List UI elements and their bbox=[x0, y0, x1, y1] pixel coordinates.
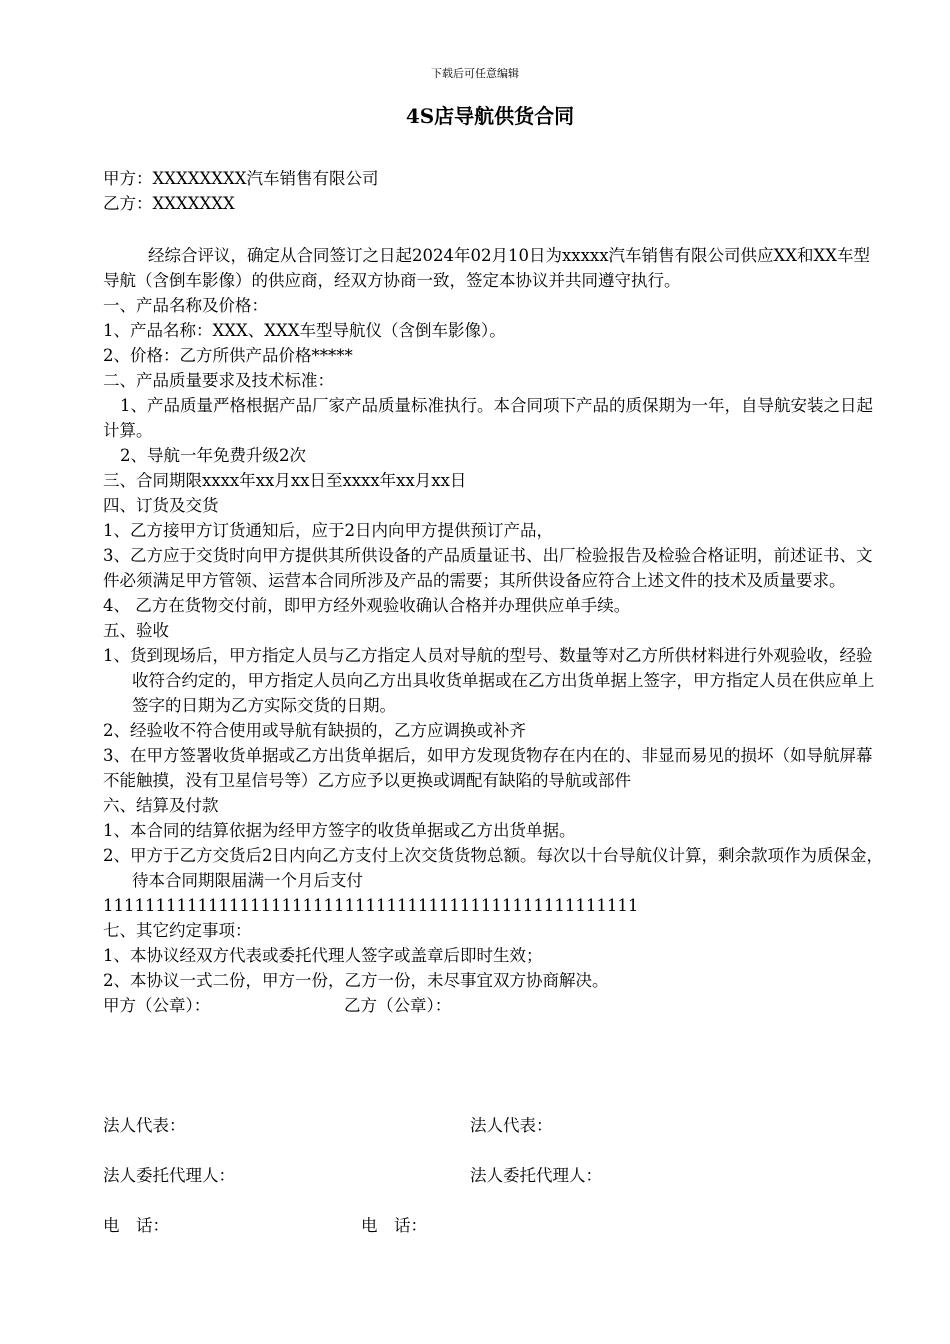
legal-rep-a-label: 法人代表： bbox=[103, 1116, 186, 1135]
section-4-item: 3、乙方应于交货时向甲方提供其所供设备的产品质量证书、出厂检验报告及检验合格证明，前述证书、文件必须满足甲方管领、运营本合同所涉及产品的需要；其所供设备应符合上述文件的技术及质量要求。 bbox=[103, 546, 873, 590]
section-2-heading: 二、产品质量要求及技术标准： bbox=[103, 371, 334, 390]
phone-b-label: 电 话： bbox=[361, 1216, 427, 1235]
section-7-heading: 七、其它约定事项： bbox=[103, 921, 252, 940]
agent-b-label: 法人委托代理人： bbox=[470, 1166, 602, 1185]
section-1-item: 2、价格：乙方所供产品价格***** bbox=[103, 346, 353, 365]
section-5-heading: 五、验收 bbox=[103, 621, 169, 640]
section-6-heading: 六、结算及付款 bbox=[103, 796, 219, 815]
section-1-heading: 一、产品名称及价格： bbox=[103, 296, 268, 315]
agent-row bbox=[103, 1163, 602, 1188]
section-4-item: 1、乙方接甲方订货通知后，应于2日内向甲方提供预订产品， bbox=[103, 521, 553, 540]
section-3-heading: 三、合同期限xxxx年xx月xx日至xxxx年xx月xx日 bbox=[103, 471, 467, 490]
section-4-heading: 四、订货及交货 bbox=[103, 496, 219, 515]
contract-body bbox=[103, 166, 883, 1018]
section-5-item: 2、经验收不符合使用或导航有缺损的，乙方应调换或补齐 bbox=[103, 721, 526, 740]
party-b-line: 乙方：XXXXXXX bbox=[103, 194, 235, 213]
section-4-item: 4、 乙方在货物交付前，即甲方经外观验收确认合格并办理供应单手续。 bbox=[103, 596, 631, 615]
section-1-item: 1、产品名称：XXX、XXX车型导航仪（含倒车影像）。 bbox=[103, 321, 506, 340]
party-a-seal-label: 甲方（公章）： bbox=[103, 996, 211, 1015]
party-a-line: 甲方：XXXXXXXX汽车销售有限公司 bbox=[103, 169, 379, 188]
section-6-item: 2、甲方于乙方交货后2日内向乙方支付上次交货货物总额。每次以十台导航仪计算，剩余款项作为质保金，待本合同期限届满一个月后支付 bbox=[103, 846, 883, 890]
agent-a-label: 法人委托代理人： bbox=[103, 1166, 235, 1185]
seal-row bbox=[103, 993, 883, 1018]
header-note: 下载后可任意编辑 bbox=[431, 67, 519, 80]
section-5-item: 3、在甲方签署收货单据或乙方出货单据后，如甲方发现货物存在内在的、非显而易见的损坏（如导航屏幕不能触摸，没有卫星信号等）乙方应予以更换或调配有缺陷的导航或部件 bbox=[103, 746, 873, 790]
section-2-item: 1、产品质量严格根据产品厂家产品质量标准执行。本合同项下产品的质保期为一年，自导航安装之日起计算。 bbox=[103, 396, 873, 440]
section-6-number-line: 111111111111111111111111111111111111111111111111111 bbox=[103, 896, 639, 915]
legal-rep-row bbox=[103, 1113, 553, 1138]
phone-a-label: 电 话： bbox=[103, 1216, 169, 1235]
section-7-item: 1、本协议经双方代表或委托代理人签字或盖章后即时生效； bbox=[103, 946, 543, 965]
legal-rep-b-label: 法人代表： bbox=[470, 1116, 553, 1135]
intro-paragraph: 经综合评议，确定从合同签订之日起2024年02月10日为xxxxx汽车销售有限公司供应XX和XX车型导航（含倒车影像）的供应商，经双方协商一致，签定本协议并共同遵守执行。 bbox=[103, 246, 870, 290]
section-7-item: 2、本协议一式二份，甲方一份，乙方一份，未尽事宜双方协商解决。 bbox=[103, 971, 609, 990]
section-6-item: 1、本合同的结算依据为经甲方签字的收货单据或乙方出货单据。 bbox=[103, 821, 576, 840]
section-2-item: 2、导航一年免费升级2次 bbox=[120, 446, 306, 465]
section-5-item: 1、货到现场后，甲方指定人员与乙方指定人员对导航的型号、数量等对乙方所供材料进行外观验收，经验收符合约定的，甲方指定人员向乙方出具收货单据或在乙方出货单据上签字，甲方指定人员在供应单上签字的日期为乙方实际交货的日期。 bbox=[103, 646, 875, 715]
party-b-seal-label: 乙方（公章）： bbox=[344, 996, 452, 1015]
phone-row bbox=[103, 1213, 427, 1238]
document-title: 4S店导航供货合同 bbox=[405, 104, 575, 128]
